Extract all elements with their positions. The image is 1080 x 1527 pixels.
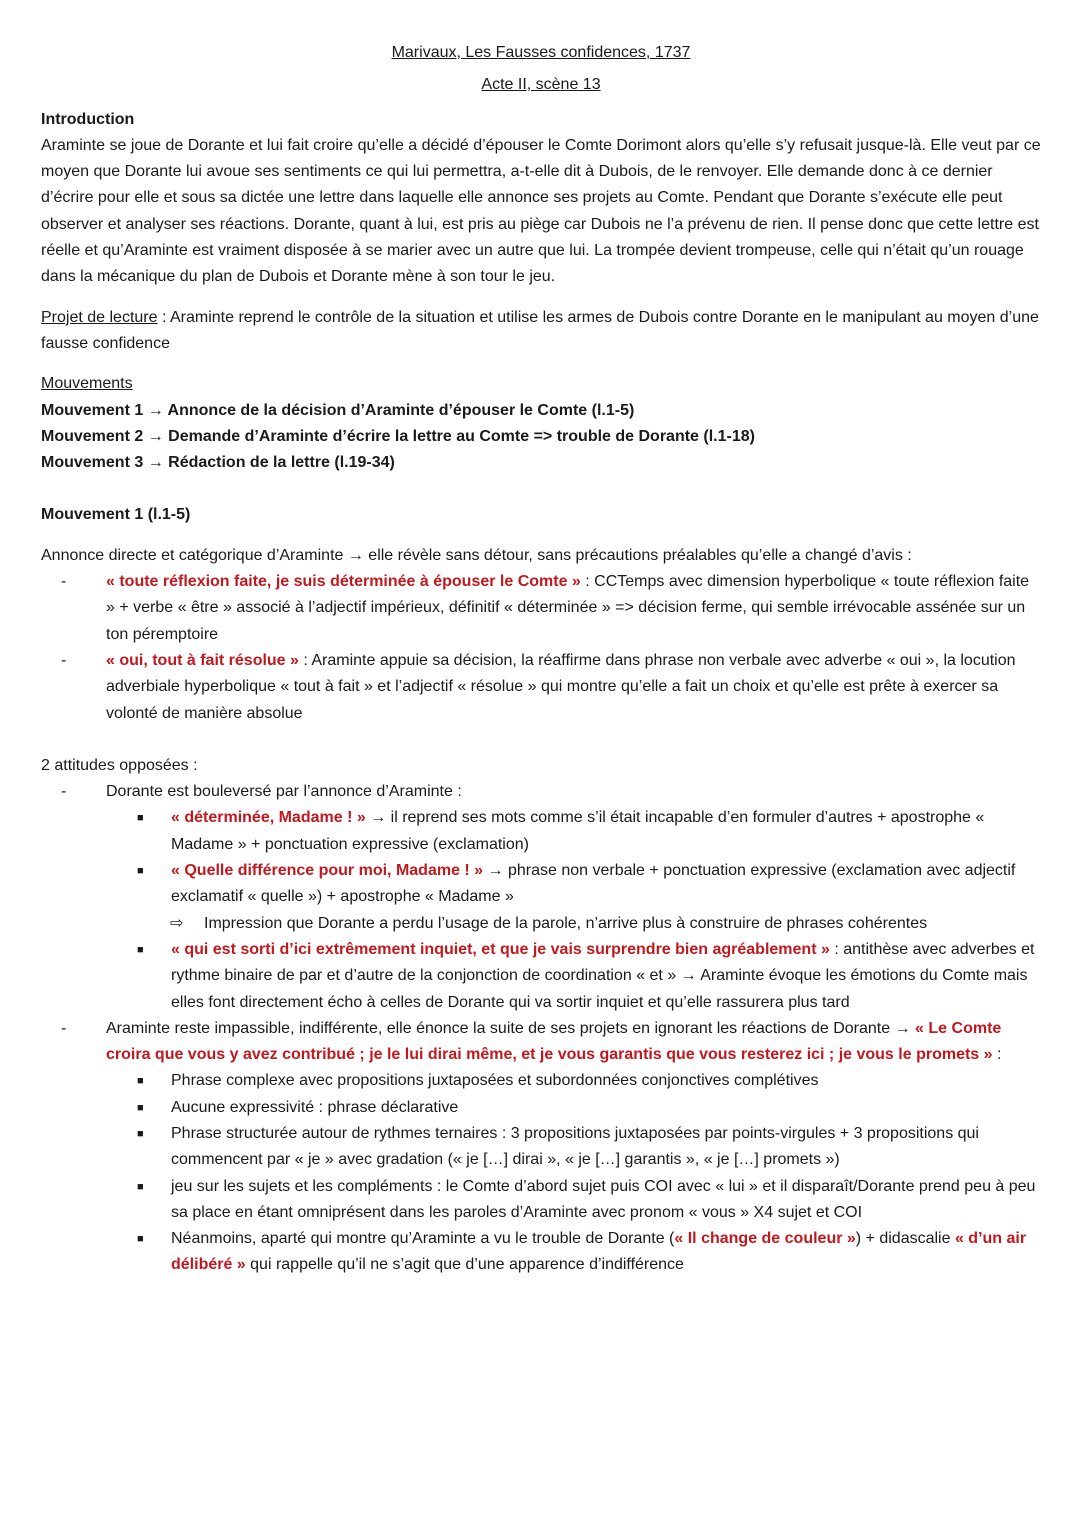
quote: « Le Comte croira que vous y avez contribué ; je le lui dirai même, et je vous garantis que vous resterez ici ; je vous le promets » bbox=[106, 1019, 1002, 1064]
analysis-text: : CCTemps avec dimension hyperbolique « toute réflexion faite » + verbe « être » associé à l’adjectif impérieux, définitif « déterminée » => décision ferme, qui semble irrévocable assénée sur un ton péremptoire bbox=[106, 573, 1030, 643]
list-item bbox=[41, 805, 1041, 858]
araminte-intro: Araminte reste impassible, indifférente, elle énonce la suite de ses projets en ignorant les réactions de Dorante → bbox=[106, 1019, 911, 1037]
dorante-intro: Dorante est bouleversé par l’annonce d’Araminte : bbox=[106, 783, 462, 801]
conclusion-line bbox=[41, 911, 1041, 937]
square-bullet: ■ bbox=[137, 943, 144, 956]
intro-heading: Introduction bbox=[41, 110, 135, 128]
mouvement-item: Mouvement 1 → Annonce de la décision d’Araminte d’épouser le Comte (l.1-5) bbox=[41, 401, 635, 419]
list-item bbox=[41, 569, 1041, 648]
araminte-sublist bbox=[106, 1068, 1041, 1278]
projet-text: : Araminte reprend le contrôle de la situation et utilise les armes de Dubois contre Dorante en le manipulant au moyen d’une fausse confidence bbox=[41, 308, 1039, 352]
projet-lecture bbox=[41, 305, 1041, 358]
document-title: Marivaux, Les Fausses confidences, 1737 bbox=[391, 44, 691, 61]
analysis-text: → phrase non verbale + ponctuation expressive (exclamation avec adjectif exclamatif « quelle ») + apostrophe « Madame » bbox=[171, 862, 1016, 906]
attitudes-list bbox=[41, 779, 1041, 1279]
quote: « d’un air délibéré » bbox=[171, 1230, 1027, 1274]
list-item bbox=[41, 1121, 1041, 1174]
square-bullet: ■ bbox=[137, 1180, 144, 1193]
conclusion-text: Impression que Dorante a perdu l’usage de la parole, n’arrive plus à construire de phrases cohérentes bbox=[204, 914, 928, 932]
quote: « Quelle différence pour moi, Madame ! » bbox=[171, 862, 484, 880]
list-item bbox=[41, 858, 1041, 911]
square-bullet: ■ bbox=[137, 1233, 144, 1246]
quote: « toute réflexion faite, je suis déterminée à épouser le Comte » bbox=[106, 573, 581, 591]
analysis-text: Phrase complexe avec propositions juxtaposées et subordonnées conjonctives complétives bbox=[171, 1072, 819, 1090]
mouvement1-heading: Mouvement 1 (l.1-5) bbox=[41, 506, 191, 524]
act-scene: Acte II, scène 13 bbox=[481, 76, 601, 94]
dorante-sublist-2 bbox=[106, 937, 1041, 1016]
square-bullet: ■ bbox=[137, 812, 144, 825]
quote: « qui est sorti d’ici extrêmement inquiet, et que je vais surprendre bien agréablement » bbox=[171, 940, 830, 958]
analysis-text: Phrase structurée autour de rythmes ternaires : 3 propositions juxtaposées par points-virgules + 3 propositions qui commencent par « je » avec gradation (« je […] dirai », « je […] garantis », « je […] promets ») bbox=[171, 1124, 979, 1169]
quote: « oui, tout à fait résolue » bbox=[106, 651, 299, 669]
mouvement-item: Mouvement 2 → Demande d’Araminte d’écrire la lettre au Comte => trouble de Dorante (l.1-18) bbox=[41, 427, 755, 445]
list-item: ■ Néanmoins, aparté qui montre qu’Araminte a vu le trouble de Dorante (« Il change de couleur ») + didascalie « d’un air délibéré » qui rappelle qu’il ne s’agit que d’une apparence d’indifférence bbox=[41, 1226, 1041, 1279]
dash-bullet: - bbox=[61, 783, 67, 801]
dash-bullet: - bbox=[61, 1019, 67, 1037]
analysis-text: → il reprend ses mots comme s’il était incapable d’en formuler d’autres + apostrophe « Madame » + ponctuation expressive (exclamation) bbox=[171, 809, 985, 853]
analysis-text: : Araminte appuie sa décision, la réaffirme dans phrase non verbale avec adverbe « oui », la locution adverbiale hyperbolique « tout à fait » et l’adjectif « résolue » qui montre qu’elle a fait un choix et qu’elle est prête à exercer sa volonté de manière absolue bbox=[106, 651, 1016, 722]
list-item bbox=[41, 1095, 1041, 1121]
list-item bbox=[41, 1068, 1041, 1094]
mouvements-heading: Mouvements bbox=[41, 375, 133, 393]
list-item bbox=[41, 648, 1041, 727]
mouvement1-list bbox=[41, 569, 1041, 727]
mouvement1-lead: Annonce directe et catégorique d’Araminte → elle révèle sans détour, sans précautions préalables qu’elle a changé d’avis : bbox=[41, 546, 912, 564]
list-item bbox=[41, 779, 1041, 1016]
analysis-text: : antithèse avec adverbes et rythme binaire de par et d’autre de la conjonction de coordination « et » → Araminte évoque les émotions du Comte mais elles font directement écho à celles de Dorante qui va sortir inquiet et qu’elle rassurera plus tard bbox=[171, 940, 1035, 1011]
document-page bbox=[41, 40, 1041, 1279]
square-bullet: ■ bbox=[137, 1101, 144, 1114]
dash-bullet: - bbox=[61, 573, 67, 591]
projet-label: Projet de lecture bbox=[41, 308, 158, 326]
dorante-sublist bbox=[106, 805, 1041, 910]
list-item bbox=[41, 937, 1041, 1016]
mouvement-item: Mouvement 3 → Rédaction de la lettre (l.19-34) bbox=[41, 454, 395, 472]
intro-text: Araminte se joue de Dorante et lui fait croire qu’elle a décidé d’épouser le Comte Dorimont alors qu’elle s’y refusait jusque-là. Elle veut par ce moyen que Dorante lui avoue ses sentiments ce qui lui permettra, a-t-elle dit à Dubois, de le renvoyer. Elle demande donc à ce dernier d’écrire pour elle et sous sa dictée une lettre dans laquelle elle annonce ses projets au Comte. Pendant que Dorante s’exécute elle peut observer et analyser ses réactions. Dorante, quant à lui, est pris au piège car Dubois ne l’a prévenu de rien. Il pense donc que cette lettre est réelle et qu’Araminte est vraiment disposée à se marier avec un autre que lui. La trompée devient trompeuse, celle qui n’était qu’un rouage dans la mécanique du plan de Dubois et Dorante mène à son tour le jeu. bbox=[41, 136, 1041, 286]
list-item: - Araminte reste impassible, indifférente, elle énonce la suite de ses projets en ignorant les réactions de Dorante → « Le Comte croira que vous y avez contribué ; je le lui dirai même, et je vous garantis que vous resterez ici ; je vous le promets » : ■ Phrase complexe avec propositions juxtaposées et subordonnées conjonctives complétives ■ Aucune expressivité : phrase déclarative ■ Phrase structurée autour de rythmes ternaires : 3 propositions juxtaposées par points-virgules + 3 propositions qui commencent par « je » avec gradation (« je […] dirai », « je […] garantis », « je […] promets ») ■ jeu sur les sujets et les compléments : le Comte d’abord sujet puis COI avec « lui » et il disparaît/Dorante prend peu à peu sa place en étant omniprésent dans les paroles d’Araminte avec pronom « vous » X4 sujet et COI ■ Néanmoins, aparté qui montre qu’Araminte a vu le trouble de Dorante (« Il change de couleur ») + didascalie « d’un air délibéré » qui rappelle qu’il ne s’agit que d’une apparence d’indifférence bbox=[41, 1016, 1041, 1279]
square-bullet: ■ bbox=[137, 865, 144, 878]
square-bullet: ■ bbox=[137, 1127, 144, 1140]
quote: « déterminée, Madame ! » bbox=[171, 809, 366, 827]
analysis-text: Aucune expressivité : phrase déclarative bbox=[171, 1098, 459, 1116]
analysis-text: jeu sur les sujets et les compléments : le Comte d’abord sujet puis COI avec « lui » et il disparaît/Dorante prend peu à peu sa place en étant omniprésent dans les paroles d’Araminte avec pronom « vous » X4 sujet et COI bbox=[171, 1177, 1036, 1221]
attitudes-heading: 2 attitudes opposées : bbox=[41, 756, 198, 774]
quote: « Il change de couleur » bbox=[674, 1230, 856, 1248]
square-bullet: ■ bbox=[137, 1075, 144, 1088]
dash-bullet: - bbox=[61, 651, 67, 669]
hollow-arrow-icon: ⇨ bbox=[170, 914, 184, 932]
list-item bbox=[41, 1174, 1041, 1227]
